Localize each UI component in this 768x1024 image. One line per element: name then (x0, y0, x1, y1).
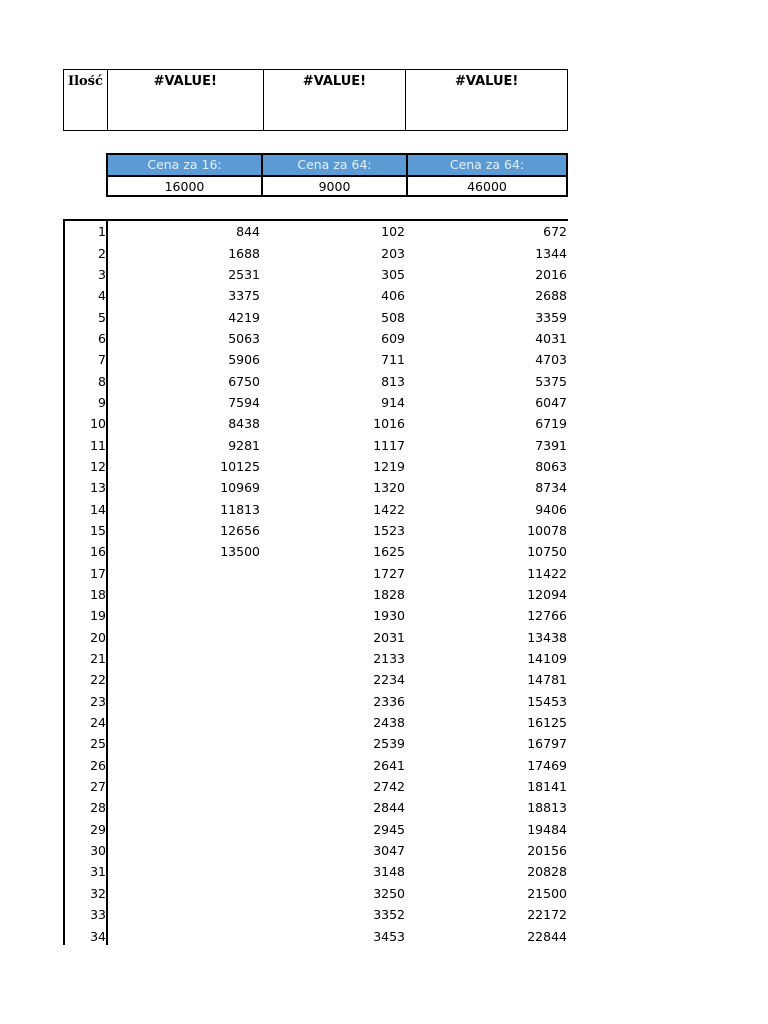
cell-col1: 2531 (228, 266, 260, 282)
row-number: 34 (90, 928, 106, 944)
cell-col3: 8734 (535, 480, 567, 496)
cell-col3: 10750 (527, 544, 567, 560)
cell-col3: 15453 (527, 693, 567, 709)
price-value-2: 9000 (263, 177, 408, 197)
cell-col1: 12656 (220, 522, 260, 538)
cell-col2: 102 (381, 224, 405, 240)
cell-col1: 13500 (220, 544, 260, 560)
cell-col3: 18141 (527, 779, 567, 795)
cell-col3: 11422 (527, 565, 567, 581)
cell-col2: 1625 (373, 544, 405, 560)
row-number: 1 (98, 224, 106, 240)
price-label-1: Cena za 16: (108, 155, 263, 175)
row-number: 17 (90, 565, 106, 581)
cell-col2: 711 (381, 352, 405, 368)
table-row (63, 840, 568, 861)
row-number: 18 (90, 587, 106, 603)
cell-col3: 20828 (527, 864, 567, 880)
cell-col2: 2234 (373, 672, 405, 688)
row-number: 14 (90, 501, 106, 517)
cell-col3: 4703 (535, 352, 567, 368)
table-row (63, 349, 568, 370)
row-number: 5 (98, 309, 106, 325)
cell-col1: 9281 (228, 437, 260, 453)
row-number: 28 (90, 800, 106, 816)
cell-col2: 1930 (373, 608, 405, 624)
table-row (63, 755, 568, 776)
cell-col2: 914 (381, 394, 405, 410)
cell-col1: 1688 (228, 245, 260, 261)
cell-col3: 19484 (527, 821, 567, 837)
cell-col3: 4031 (535, 330, 567, 346)
cell-col3: 1344 (535, 245, 567, 261)
row-number: 22 (90, 672, 106, 688)
cell-col1: 4219 (228, 309, 260, 325)
cell-col3: 672 (543, 224, 567, 240)
cell-col2: 3453 (373, 928, 405, 944)
price-table (106, 153, 568, 197)
table-row (63, 477, 568, 498)
row-number: 24 (90, 715, 106, 731)
cell-col2: 1219 (373, 458, 405, 474)
table-row (63, 669, 568, 690)
cell-col2: 2539 (373, 736, 405, 752)
header-quantity: Ilość (64, 70, 108, 130)
table-row (63, 904, 568, 925)
cell-col1: 8438 (228, 416, 260, 432)
cell-col2: 305 (381, 266, 405, 282)
cell-col2: 2844 (373, 800, 405, 816)
row-number: 12 (90, 458, 106, 474)
cell-col1: 7594 (228, 394, 260, 410)
cell-col2: 2133 (373, 651, 405, 667)
table-row (63, 434, 568, 455)
table-row (63, 733, 568, 754)
cell-col1: 6750 (228, 373, 260, 389)
cell-col2: 1016 (373, 416, 405, 432)
cell-col1: 5063 (228, 330, 260, 346)
cell-col3: 2016 (535, 266, 567, 282)
cell-col3: 16797 (527, 736, 567, 752)
cell-col2: 2031 (373, 629, 405, 645)
table-row (63, 413, 568, 434)
cell-col2: 3250 (373, 885, 405, 901)
cell-col3: 6719 (535, 416, 567, 432)
row-number: 29 (90, 821, 106, 837)
row-number: 23 (90, 693, 106, 709)
header-value-3: #VALUE! (455, 74, 519, 89)
header-table (63, 69, 568, 131)
cell-col3: 22172 (527, 907, 567, 923)
cell-col2: 2336 (373, 693, 405, 709)
cell-col1: 10969 (220, 480, 260, 496)
cell-col3: 18813 (527, 800, 567, 816)
cell-col1: 11813 (220, 501, 260, 517)
table-row (63, 520, 568, 541)
cell-col1: 3375 (228, 288, 260, 304)
row-number: 7 (98, 352, 106, 368)
row-number: 15 (90, 522, 106, 538)
row-number: 31 (90, 864, 106, 880)
cell-col2: 2945 (373, 821, 405, 837)
table-row (63, 883, 568, 904)
price-value-row (108, 177, 566, 197)
cell-col2: 508 (381, 309, 405, 325)
row-number: 3 (98, 266, 106, 282)
table-row (63, 285, 568, 306)
table-rows (63, 221, 568, 947)
header-value-1: #VALUE! (108, 70, 264, 130)
cell-col1: 5906 (228, 352, 260, 368)
cell-col3: 13438 (527, 629, 567, 645)
cell-col3: 9406 (535, 501, 567, 517)
cell-col2: 2742 (373, 779, 405, 795)
table-row (63, 264, 568, 285)
price-label-2: Cena za 64: (263, 155, 408, 175)
table-row (63, 776, 568, 797)
cell-col3: 12094 (527, 587, 567, 603)
row-number: 2 (98, 245, 106, 261)
table-row (63, 584, 568, 605)
table-row (63, 306, 568, 327)
table-row (63, 392, 568, 413)
table-row (63, 925, 568, 946)
cell-col2: 1523 (373, 522, 405, 538)
cell-col3: 8063 (535, 458, 567, 474)
table-row (63, 691, 568, 712)
price-label-row (108, 155, 566, 177)
price-label-3: Cena za 64: (449, 157, 525, 172)
cell-col2: 2641 (373, 757, 405, 773)
cell-col2: 1828 (373, 587, 405, 603)
row-number: 10 (90, 416, 106, 432)
data-table (63, 219, 568, 945)
row-number: 26 (90, 757, 106, 773)
cell-col2: 203 (381, 245, 405, 261)
row-number: 20 (90, 629, 106, 645)
table-row (63, 648, 568, 669)
row-number: 25 (90, 736, 106, 752)
table-row (63, 819, 568, 840)
cell-col3: 14781 (527, 672, 567, 688)
cell-col1: 10125 (220, 458, 260, 474)
table-row (63, 605, 568, 626)
row-number: 8 (98, 373, 106, 389)
row-number: 19 (90, 608, 106, 624)
cell-col3: 22844 (527, 928, 567, 944)
table-row (63, 797, 568, 818)
row-number: 30 (90, 843, 106, 859)
cell-col3: 20156 (527, 843, 567, 859)
row-number: 6 (98, 330, 106, 346)
table-row (63, 328, 568, 349)
cell-col2: 406 (381, 288, 405, 304)
table-row (63, 370, 568, 391)
cell-col3: 5375 (535, 373, 567, 389)
row-number: 16 (90, 544, 106, 560)
cell-col2: 1117 (373, 437, 405, 453)
row-number: 32 (90, 885, 106, 901)
row-number: 11 (90, 437, 106, 453)
row-number: 9 (98, 394, 106, 410)
cell-col2: 3047 (373, 843, 405, 859)
row-number: 27 (90, 779, 106, 795)
cell-col3: 21500 (527, 885, 567, 901)
cell-col3: 16125 (527, 715, 567, 731)
row-number: 33 (90, 907, 106, 923)
row-number: 21 (90, 651, 106, 667)
cell-col2: 1727 (373, 565, 405, 581)
table-row (63, 563, 568, 584)
cell-col3: 12766 (527, 608, 567, 624)
table-row (63, 627, 568, 648)
cell-col3: 14109 (527, 651, 567, 667)
cell-col2: 1422 (373, 501, 405, 517)
row-number: 4 (98, 288, 106, 304)
cell-col3: 17469 (527, 757, 567, 773)
cell-col2: 609 (381, 330, 405, 346)
cell-col2: 3352 (373, 907, 405, 923)
table-row (63, 242, 568, 263)
cell-col3: 10078 (527, 522, 567, 538)
row-number: 13 (90, 480, 106, 496)
table-row (63, 712, 568, 733)
cell-col3: 3359 (535, 309, 567, 325)
price-value-3: 46000 (467, 179, 507, 194)
cell-col2: 3148 (373, 864, 405, 880)
header-value-2: #VALUE! (264, 70, 407, 130)
table-row (63, 861, 568, 882)
cell-col3: 6047 (535, 394, 567, 410)
table-row (63, 498, 568, 519)
cell-col1: 844 (236, 224, 260, 240)
table-row (63, 456, 568, 477)
cell-col3: 7391 (535, 437, 567, 453)
table-row (63, 541, 568, 562)
cell-col2: 2438 (373, 715, 405, 731)
cell-col3: 2688 (535, 288, 567, 304)
cell-col2: 1320 (373, 480, 405, 496)
cell-col2: 813 (381, 373, 405, 389)
price-value-1: 16000 (108, 177, 263, 197)
table-row (63, 221, 568, 242)
